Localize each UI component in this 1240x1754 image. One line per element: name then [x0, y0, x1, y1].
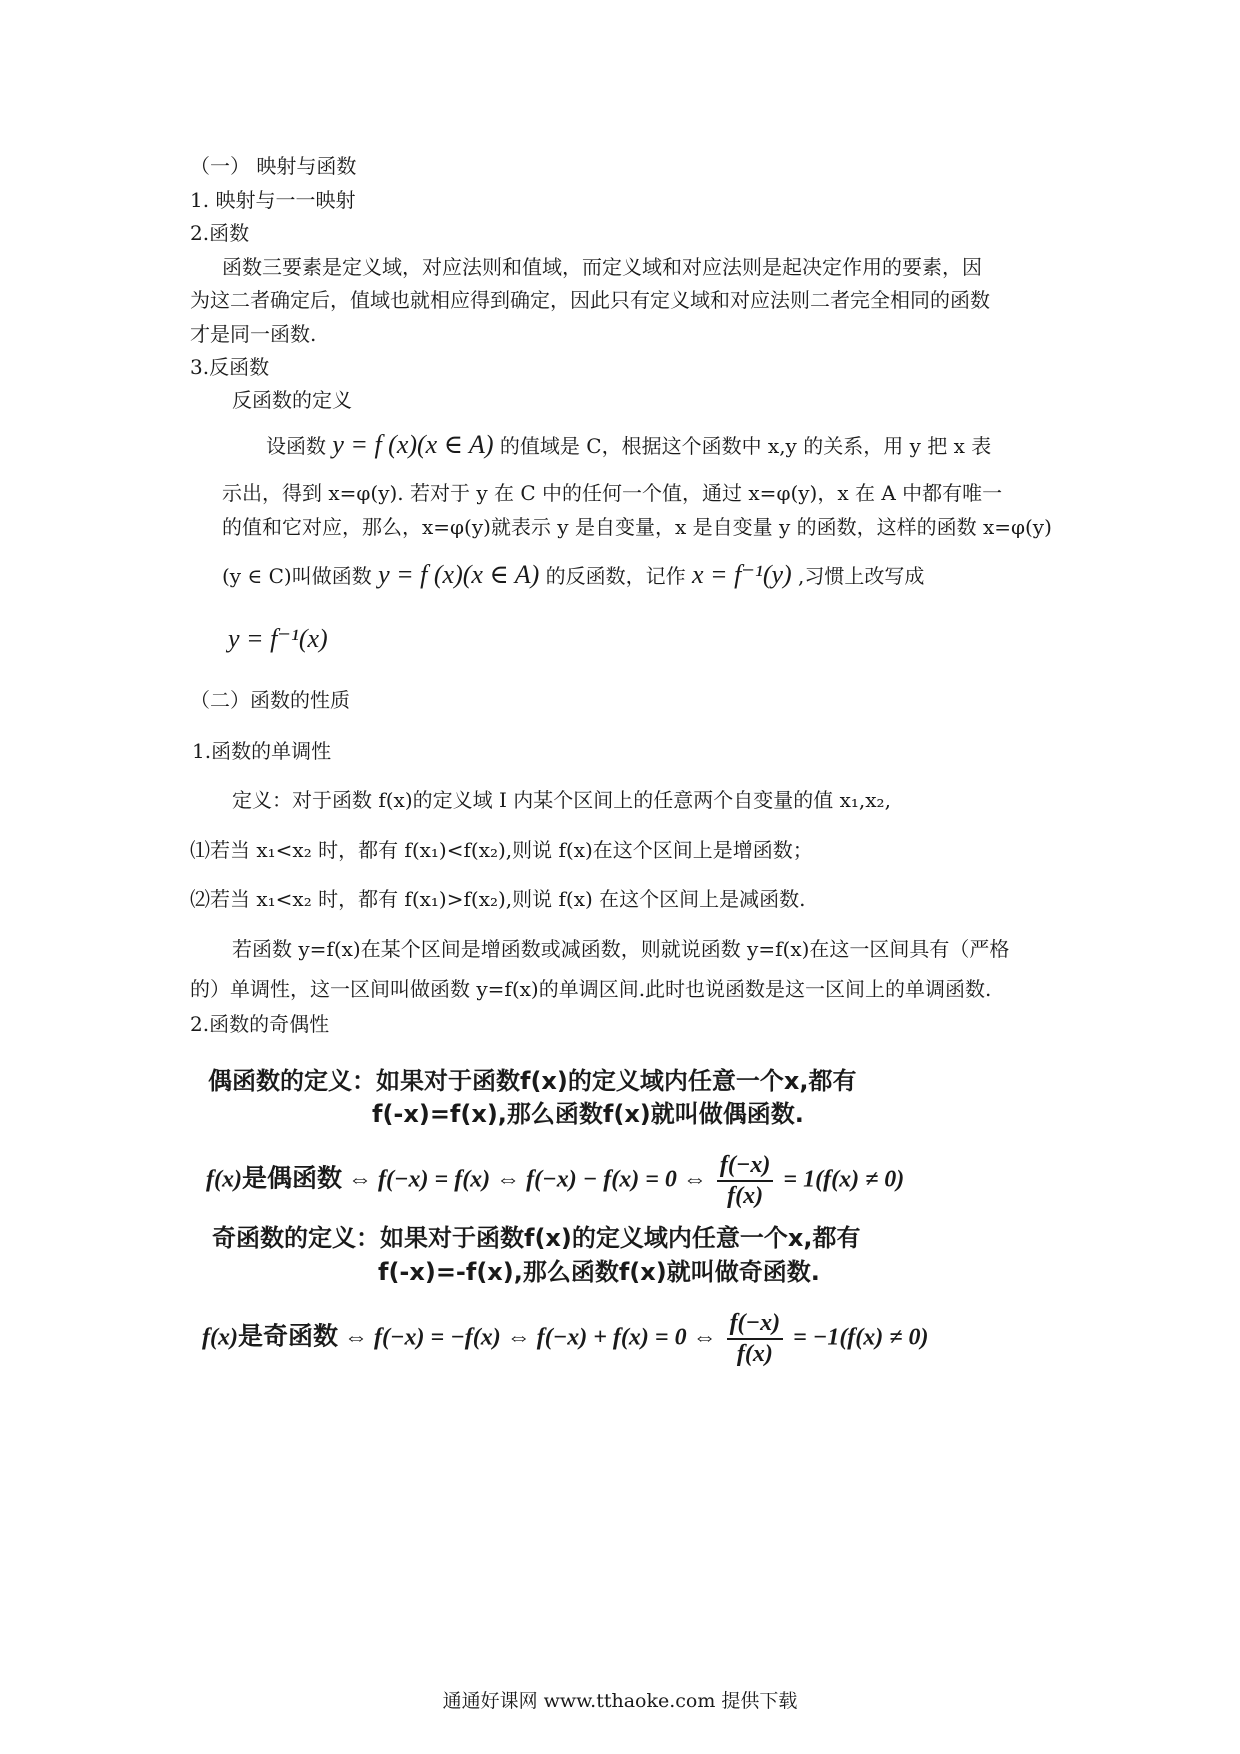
odd-fraction-denominator: f(x)	[736, 1341, 773, 1367]
odd-function-definition-line-1: 奇函数的定义：如果对于函数f(x)的定义域内任意一个x,都有	[212, 1224, 861, 1252]
inverse-def-text-c: (y ∈ C)叫做函数	[222, 564, 372, 588]
monotonicity-paragraph-line-1: 若函数 y=f(x)在某个区间是增函数或减函数，则就说函数 y=f(x)在这一区间具有（严格	[232, 937, 1010, 961]
page-footer: 通通好课网 www.tthaoke.com 提供下载	[442, 1690, 798, 1712]
subheading-parity: 2.函数的奇偶性	[190, 1012, 330, 1036]
odd-formula-fraction	[727, 1310, 784, 1368]
even-fraction-denominator: f(x)	[727, 1183, 764, 1209]
inverse-def-text-a: 设函数	[266, 434, 326, 458]
monotonicity-increasing: ⑴若当 x₁<x₂ 时，都有 f(x₁)<f(x₂),则说 f(x)在这个区间上是增函数；	[190, 838, 813, 862]
even-function-definition-line-2: f(-x)=f(x),那么函数f(x)就叫做偶函数.	[372, 1100, 804, 1128]
inverse-def-line-1	[266, 431, 991, 460]
even-function-definition-line-1: 偶函数的定义：如果对于函数f(x)的定义域内任意一个x,都有	[208, 1067, 857, 1095]
even-formula-label: 是偶函数	[241, 1163, 342, 1193]
even-formula-tail: = 1(f(x) ≠ 0)	[783, 1166, 905, 1193]
monotonicity-decreasing: ⑵若当 x₁<x₂ 时，都有 f(x₁)>f(x₂),则说 f(x) 在这个区间上是减函数.	[190, 887, 806, 911]
odd-formula-lhs: f(x)	[202, 1324, 238, 1351]
inverse-def-text-e: ,习惯上改写成	[798, 564, 925, 588]
odd-function-definition-line-2: f(-x)=-f(x),那么函数f(x)就叫做奇函数.	[378, 1258, 820, 1286]
even-formula-lhs: f(x)	[206, 1166, 242, 1193]
inverse-def-text-d: 的反函数，记作	[545, 564, 686, 588]
inverse-def-math-1: y = f (x)(x ∈ A)	[332, 430, 494, 459]
subheading-function: 2.函数	[190, 221, 250, 245]
subheading-inverse-function: 3.反函数	[190, 355, 270, 379]
paragraph-function-line-1: 函数三要素是定义域，对应法则和值域，而定义域和对应法则是起决定作用的要素，因	[222, 255, 982, 279]
inverse-def-math-3: x = f⁻¹(y)	[692, 560, 792, 589]
even-fraction-numerator: f(−x)	[717, 1152, 774, 1182]
even-formula-fraction	[717, 1152, 774, 1210]
monotonicity-paragraph-line-2: 的）单调性，这一区间叫做函数 y=f(x)的单调区间.此时也说函数是这一区间上的单调函数.	[190, 977, 992, 1001]
subheading-one-to-one-mapping: 1. 映射与一一映射	[190, 188, 356, 212]
section-heading-mapping: （一） 映射与函数	[190, 154, 357, 178]
odd-function-formula	[202, 1310, 928, 1368]
inverse-def-math-2: y = f (x)(x ∈ A)	[378, 560, 540, 589]
odd-formula-label: 是奇函数	[237, 1321, 338, 1351]
inverse-def-line-4	[222, 561, 924, 590]
inverse-def-line-2: 示出，得到 x=φ(y). 若对于 y 在 C 中的任何一个值，通过 x=φ(y)，x 在 A 中都有唯一	[222, 481, 1003, 505]
inverse-definition-title: 反函数的定义	[232, 388, 352, 412]
monotonicity-definition: 定义：对于函数 f(x)的定义域 I 内某个区间上的任意两个自变量的值 x₁,x₂,	[232, 788, 891, 812]
even-formula-body: ⇔ f(−x) = f(x) ⇔ f(−x) − f(x) = 0 ⇔	[348, 1166, 707, 1193]
paragraph-function-line-2: 为这二者确定后，值域也就相应得到确定，因此只有定义域和对应法则二者完全相同的函数	[190, 288, 990, 312]
section-heading-properties: （二）函数的性质	[190, 688, 350, 712]
odd-fraction-numerator: f(−x)	[727, 1310, 784, 1340]
inverse-def-text-b: 的值域是 C，根据这个函数中 x,y 的关系，用 y 把 x 表	[499, 434, 992, 458]
odd-formula-tail: = −1(f(x) ≠ 0)	[793, 1324, 929, 1351]
odd-formula-body: ⇔ f(−x) = −f(x) ⇔ f(−x) + f(x) = 0 ⇔	[344, 1324, 717, 1351]
paragraph-function-line-3: 才是同一函数.	[190, 322, 317, 346]
inverse-def-line-3: 的值和它对应，那么，x=φ(y)就表示 y 是自变量，x 是自变量 y 的函数，这样的函数 x=φ(y)	[222, 515, 1052, 539]
subheading-monotonicity: 1.函数的单调性	[192, 739, 332, 763]
inverse-def-math-4: y = f⁻¹(x)	[228, 624, 328, 653]
even-function-formula	[206, 1152, 904, 1210]
